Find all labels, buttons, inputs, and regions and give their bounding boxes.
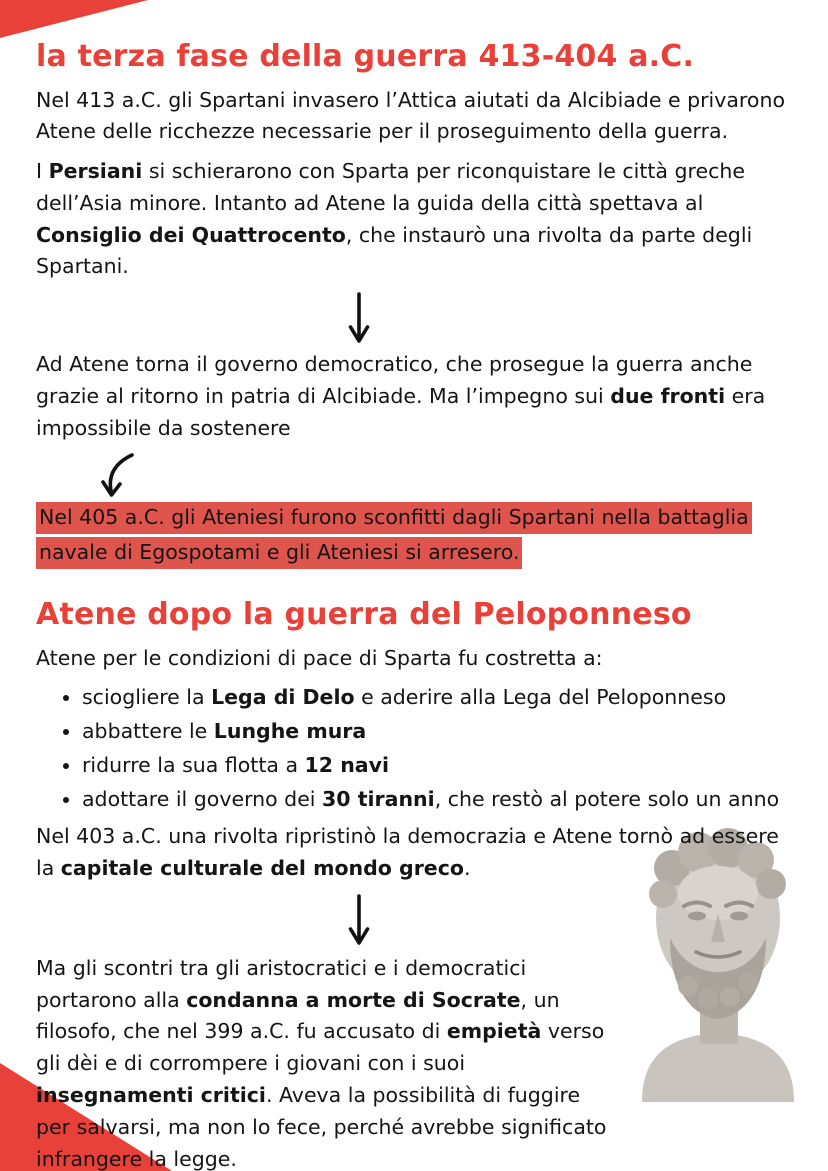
- section1-paragraph-1: [36, 85, 800, 149]
- list-item: [82, 750, 800, 782]
- section2-paragraph-403: [36, 821, 800, 885]
- down-arrow-row: [346, 291, 800, 345]
- text-segment: due fronti: [610, 383, 726, 408]
- text-segment: .: [463, 856, 471, 881]
- text-segment: Nel 403 a.C. una rivolta ripristinò la democrazia e Atene tornò ad essere la: [36, 824, 779, 881]
- text-segment: abbattere le: [82, 719, 214, 744]
- text-segment: , che instaurò una rivolta da parte degli Spartani.: [36, 222, 753, 279]
- text-segment: , un filosofo, che nel 399 a.C. fu accusato di: [36, 987, 560, 1044]
- section1-paragraph-2: [36, 156, 800, 283]
- text-segment: Persiani: [48, 159, 143, 184]
- down-arrow-icon: [346, 894, 372, 946]
- list-item: [82, 716, 800, 748]
- section2-intro: Atene per le condizioni di pace di Sparta fu costretta a:: [36, 645, 603, 670]
- text-segment: era impossibile da sostenere: [36, 383, 766, 440]
- text-segment: . Aveva la possibilità di fuggire per salvarsi, ma non lo fece, perché avrebbe significato infrangere la legge.: [36, 1083, 607, 1171]
- section1-paragraph-3: [36, 349, 800, 444]
- text-segment: Consiglio dei Quattrocento: [36, 222, 346, 247]
- text-segment: condanna a morte di Socrate: [186, 987, 521, 1012]
- text-segment: sciogliere la: [82, 685, 212, 710]
- list-item: [82, 682, 800, 714]
- down-arrow-row-2: [346, 893, 800, 947]
- highlighted-conclusion: [36, 500, 800, 570]
- text-segment: Ma gli scontri tra gli aristocratici e i democratici portarono alla: [36, 955, 527, 1012]
- text-segment: , che restò al potere solo un anno: [434, 786, 780, 811]
- list-item: [82, 784, 800, 816]
- socrates-paragraph: [36, 953, 608, 1171]
- text-segment: Nel 405 a.C. gli Ateniesi furono sconfitti dagli Spartani nella battaglia navale di Egospotami e gli Ateniesi si arresero.: [36, 502, 752, 569]
- text-segment: Lunghe mura: [213, 719, 367, 744]
- section2-title: Atene dopo la guerra del Peloponneso: [36, 597, 692, 633]
- text-segment: Lega di Delo: [211, 685, 355, 710]
- text-segment: insegnamenti critici: [36, 1083, 266, 1107]
- section1-title: la terza fase della guerra 413-404 a.C.: [36, 39, 695, 74]
- text-segment: 30 tiranni: [322, 786, 435, 811]
- curved-arrow-row: [100, 452, 800, 498]
- text-segment: si schierarono con Sparta per riconquistare le città greche dell’Asia minore. Intanto ad Atene la guida della città spettava al: [36, 159, 745, 215]
- peace-conditions-list: [36, 682, 800, 815]
- text-segment: verso gli dèi e di corrompere i giovani con i suoi: [36, 1019, 605, 1076]
- text-segment: I: [36, 159, 49, 184]
- text-segment: Nel 413 a.C. gli Spartani invasero l’Attica aiutati da Alcibiade e privarono Atene delle ricchezze necessarie per il proseguimento della guerra.: [36, 87, 785, 144]
- text-segment: capitale culturale del mondo greco: [60, 856, 464, 881]
- text-segment: 12 navi: [304, 752, 390, 777]
- curved-down-arrow-icon: [100, 452, 142, 498]
- down-arrow-icon: [346, 292, 372, 344]
- text-segment: empietà: [446, 1019, 542, 1044]
- text-segment: Ad Atene torna il governo democratico, che prosegue la guerra anche grazie al ritorno in patria di Alcibiade. Ma l’impegno sui: [36, 352, 753, 408]
- text-segment: ridurre la sua flotta a: [82, 752, 305, 777]
- text-segment: adottare il governo dei: [82, 786, 323, 811]
- text-segment: e aderire alla Lega del Peloponneso: [354, 685, 727, 710]
